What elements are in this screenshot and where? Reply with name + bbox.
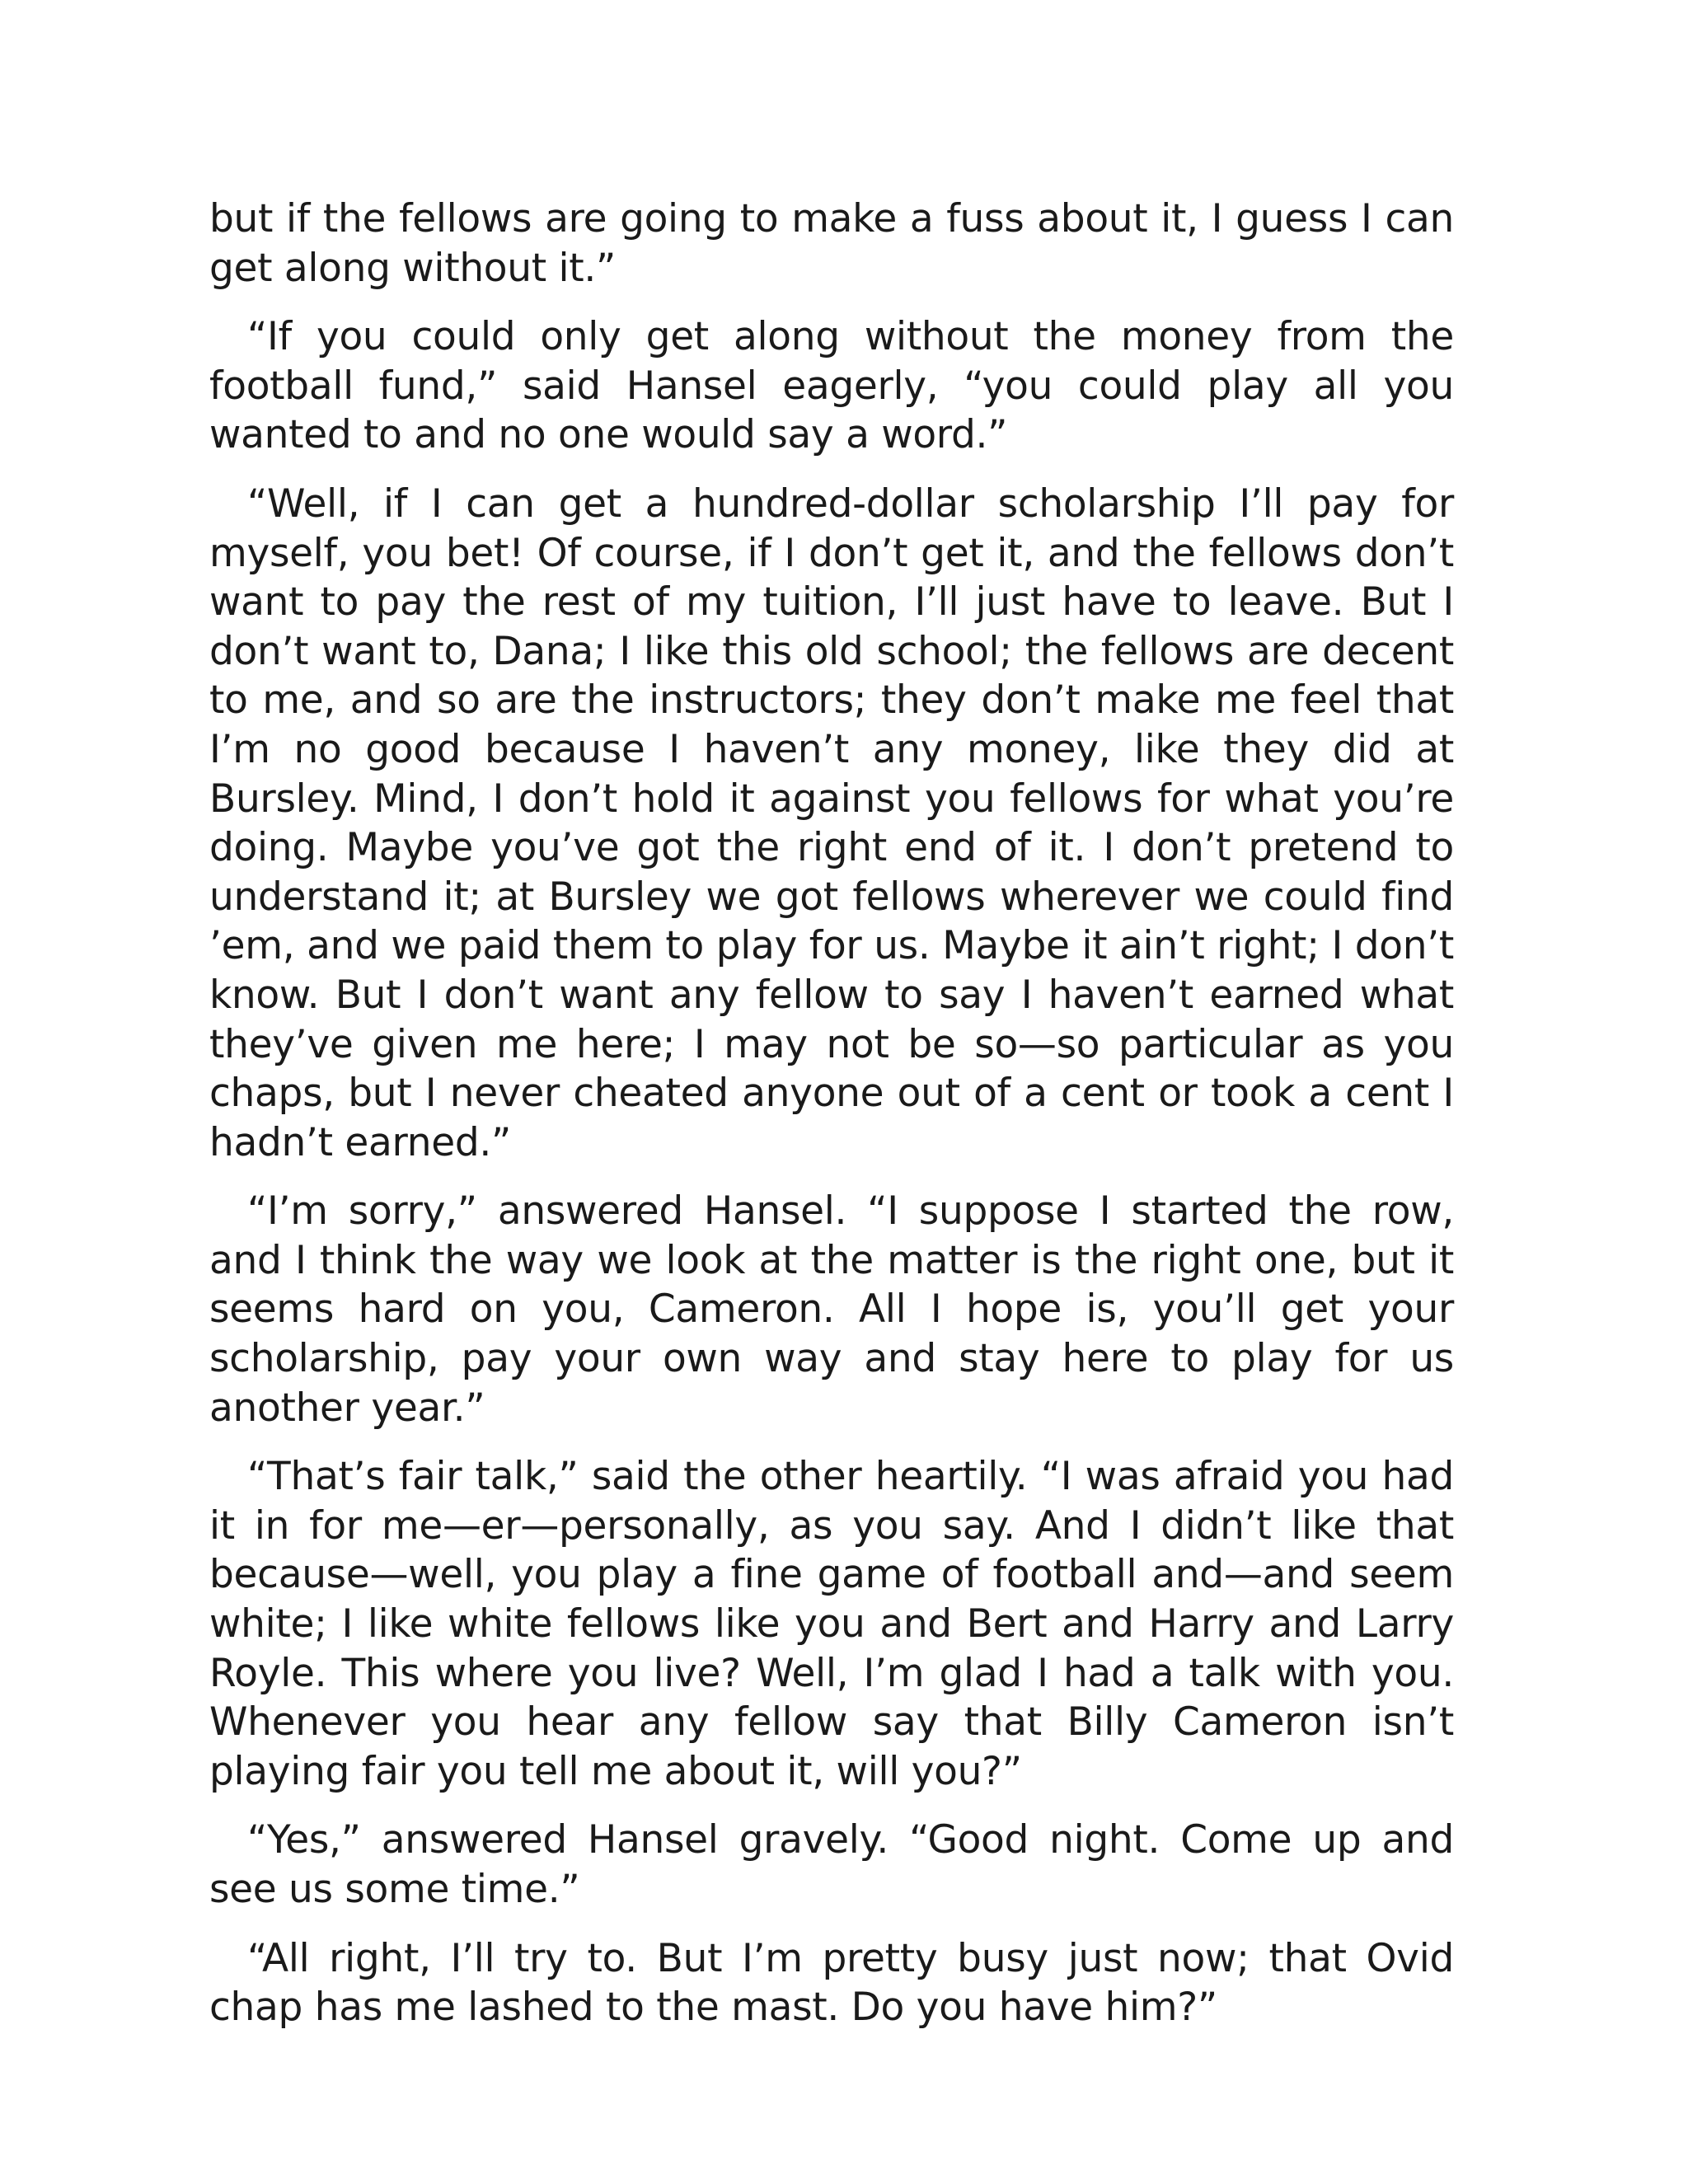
- paragraph-7: “All right, I’ll try to. But I’m pretty busy just now; that Ovid chap has me lashed to the mast. Do you have him?”: [209, 1935, 1454, 2031]
- paragraph-1: but if the fellows are going to make a fuss about it, I guess I can get along without it.”: [209, 196, 1454, 291]
- paragraph-5: “That’s fair talk,” said the other heartily. “I was afraid you had it in for me—er—personally, as you say. And I didn’t like that because—well, you play a fine game of football and—and seem white; I like white fellows like you and Bert and Harry and Larry Royle. This where you live? Well, I’m glad I had a talk with you. Whenever you hear any fellow say that Billy Cameron isn’t playing fair you tell me about it, will you?”: [209, 1454, 1454, 1794]
- paragraph-3: “Well, if I can get a hundred-dollar scholarship I’ll pay for myself, you bet! Of course, if I don’t get it, and the fellows don’t want to pay the rest of my tuition, I’ll just have to leave. But I don’t want to, Dana; I like this old school; the fellows are decent to me, and so are the instructors; they don’t make me feel that I’m no good because I haven’t any money, like they did at Bursley. Mind, I don’t hold it against you fellows for what you’re doing. Maybe you’ve got the right end of it. I don’t pretend to understand it; at Bursley we got fellows wherever we could find ’em, and we paid them to play for us. Maybe it ain’t right; I don’t know. But I don’t want any fellow to say I haven’t earned what they’ve given me here; I may not be so—so particular as you chaps, but I never cheated anyone out of a cent or took a cent I hadn’t earned.”: [209, 480, 1454, 1165]
- page-body: [209, 194, 1454, 2052]
- paragraph-6: “Yes,” answered Hansel gravely. “Good night. Come up and see us some time.”: [209, 1817, 1454, 1912]
- paragraph-4: “I’m sorry,” answered Hansel. “I suppose I started the row, and I think the way we look at the matter is the right one, but it seems hard on you, Cameron. All I hope is, you’ll get your scholarship, pay your own way and stay here to play for us another year.”: [209, 1188, 1454, 1431]
- paragraph-2: “If you could only get along without the money from the football fund,” said Hansel eagerly, “you could play all you wanted to and no one would say a word.”: [209, 314, 1454, 458]
